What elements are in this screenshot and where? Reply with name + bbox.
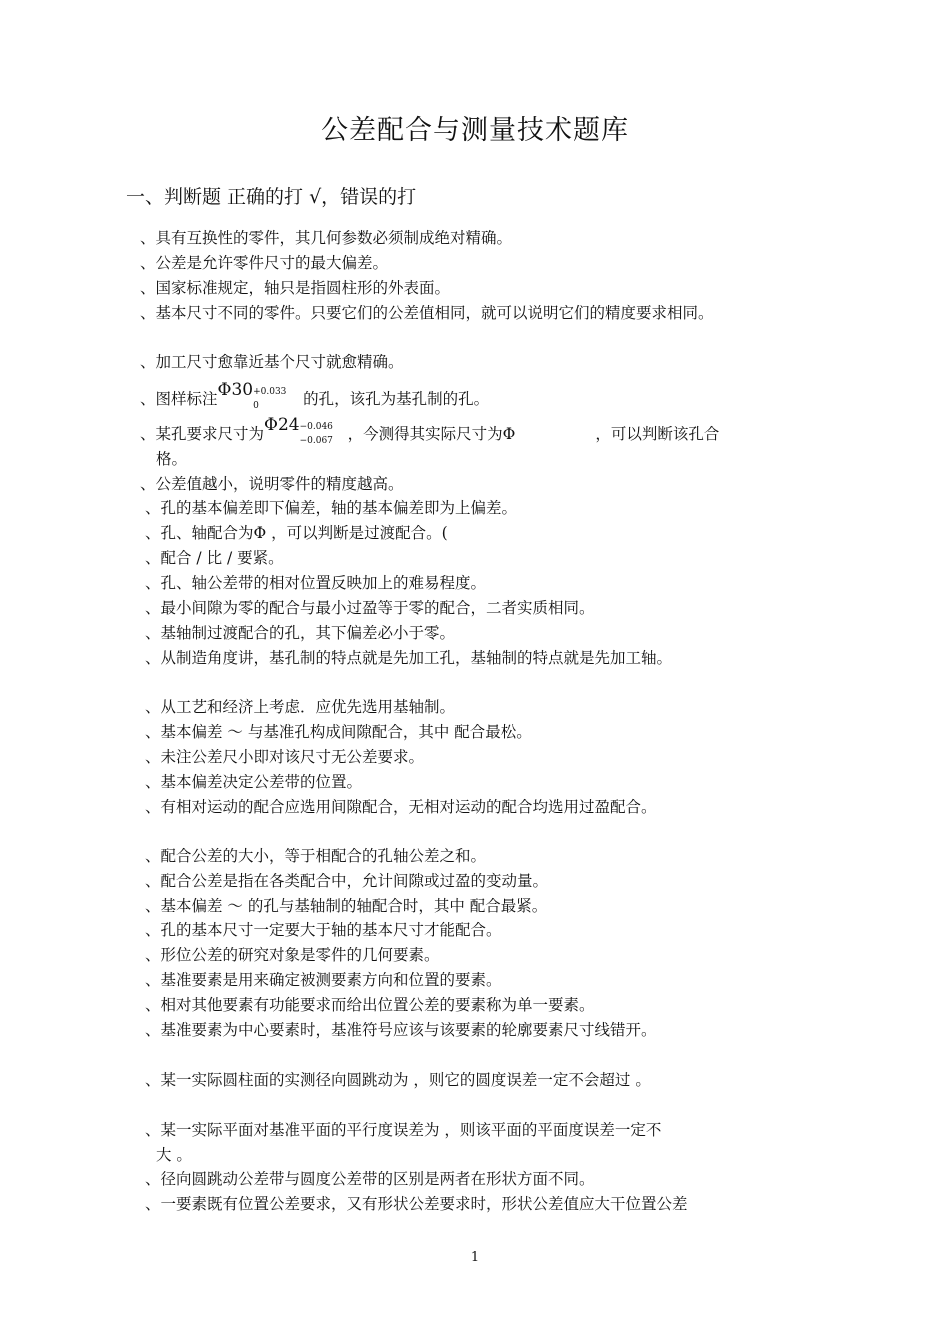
question-7-suffix: ，可以判断该孔合 — [595, 425, 720, 443]
question-1: 、具有互换性的零件，其几何参数必须制成绝对精确。 — [140, 229, 513, 247]
question-5: 、加工尺寸愈靠近基个尺寸就愈精确。 — [140, 353, 404, 371]
section-heading: 一、判断题 正确的打 √，错误的打 — [126, 186, 417, 208]
page-number: 1 — [470, 1250, 480, 1265]
question-18: 、未注公差尺小即对该尺寸无公差要求。 — [145, 748, 425, 766]
question-14: 、基轴制过渡配合的孔，其下偏差必小于零。 — [145, 624, 456, 642]
question-25: 、形位公差的研究对象是零件的几何要素。 — [145, 946, 440, 964]
tolerance-stack — [253, 389, 293, 409]
question-6 — [140, 380, 490, 411]
question-30-continued: 大 。 — [156, 1146, 192, 1164]
lower-deviation: 0 — [253, 401, 259, 411]
question-16: 、从工艺和经济上考虑．应优先选用基轴制。 — [145, 698, 456, 716]
question-32: 、一要素既有位置公差要求，又有形状公差要求时，形状公差值应大干位置公差 — [145, 1195, 688, 1213]
lower-deviation: −0.067 — [299, 436, 333, 446]
question-6-prefix: 、图样标注 — [140, 390, 218, 408]
question-9: 、孔的基本偏差即下偏差，轴的基本偏差即为上偏差。 — [145, 499, 518, 517]
question-29: 、某一实际圆柱面的实测径向圆跳动为 ，则它的圆度误差一定不会超过 。 — [145, 1071, 651, 1089]
question-21: 、配合公差的大小，等于相配合的孔轴公差之和。 — [145, 847, 487, 865]
question-13: 、最小间隙为零的配合与最小过盈等于零的配合，二者实质相同。 — [145, 599, 595, 617]
question-11: 、配合 / 比 / 要紧。 — [145, 549, 284, 567]
question-20: 、有相对运动的配合应选用间隙配合，无相对运动的配合均选用过盈配合。 — [145, 798, 657, 816]
question-19: 、基本偏差决定公差带的位置。 — [145, 773, 363, 791]
question-28: 、基准要素为中心要素时，基准符号应该与该要素的轮廓要素尺寸线错开。 — [145, 1021, 657, 1039]
tolerance-stack — [300, 424, 340, 444]
question-7-mid: ，今测得其实际尺寸为Φ — [347, 425, 516, 443]
question-7-continued: 格。 — [156, 450, 188, 468]
upper-deviation: +0.033 — [253, 387, 287, 397]
question-3: 、国家标准规定，轴只是指圆柱形的外表面。 — [140, 279, 451, 297]
question-23: 、基本偏差 ～ 的孔与基轴制的轴配合时，其中 配合最紧。 — [145, 897, 548, 915]
question-10: 、孔、轴配合为Φ ，可以判断是过渡配合。( — [145, 524, 448, 542]
upper-deviation: −0.046 — [299, 422, 333, 432]
question-30: 、某一实际平面对基准平面的平行度误差为 ，则该平面的平面度误差一定不 — [145, 1121, 662, 1139]
question-7 — [140, 415, 720, 446]
question-4: 、基本尺寸不同的零件。只要它们的公差值相同，就可以说明它们的精度要求相同。 — [140, 304, 714, 322]
question-15: 、从制造角度讲，基孔制的特点就是先加工孔，基轴制的特点就是先加工轴。 — [145, 649, 673, 667]
question-12: 、孔、轴公差带的相对位置反映加上的难易程度。 — [145, 574, 487, 592]
question-6-suffix: 的孔，该孔为基孔制的孔。 — [303, 390, 490, 408]
question-31: 、径向圆跳动公差带与圆度公差带的区别是两者在形状方面不同。 — [145, 1170, 595, 1188]
question-2: 、公差是允许零件尺寸的最大偏差。 — [140, 254, 389, 272]
question-24: 、孔的基本尺寸一定要大于轴的基本尺寸才能配合。 — [145, 921, 502, 939]
question-27: 、相对其他要素有功能要求而给出位置公差的要素称为单一要素。 — [145, 996, 595, 1014]
question-7-prefix: 、某孔要求尺寸为 — [140, 425, 265, 443]
question-17: 、基本偏差 ～ 与基准孔构成间隙配合，其中 配合最松。 — [145, 723, 532, 741]
question-22: 、配合公差是指在各类配合中，允计间隙或过盈的变动量。 — [145, 872, 549, 890]
tolerance-symbol: Φ24 — [264, 415, 300, 435]
tolerance-symbol: Φ30 — [217, 380, 254, 400]
question-26: 、基准要素是用来确定被测要素方向和位置的要素。 — [145, 971, 502, 989]
question-8: 、公差值越小，说明零件的精度越高。 — [140, 475, 404, 493]
page-title: 公差配合与测量技术题库 — [321, 115, 629, 146]
